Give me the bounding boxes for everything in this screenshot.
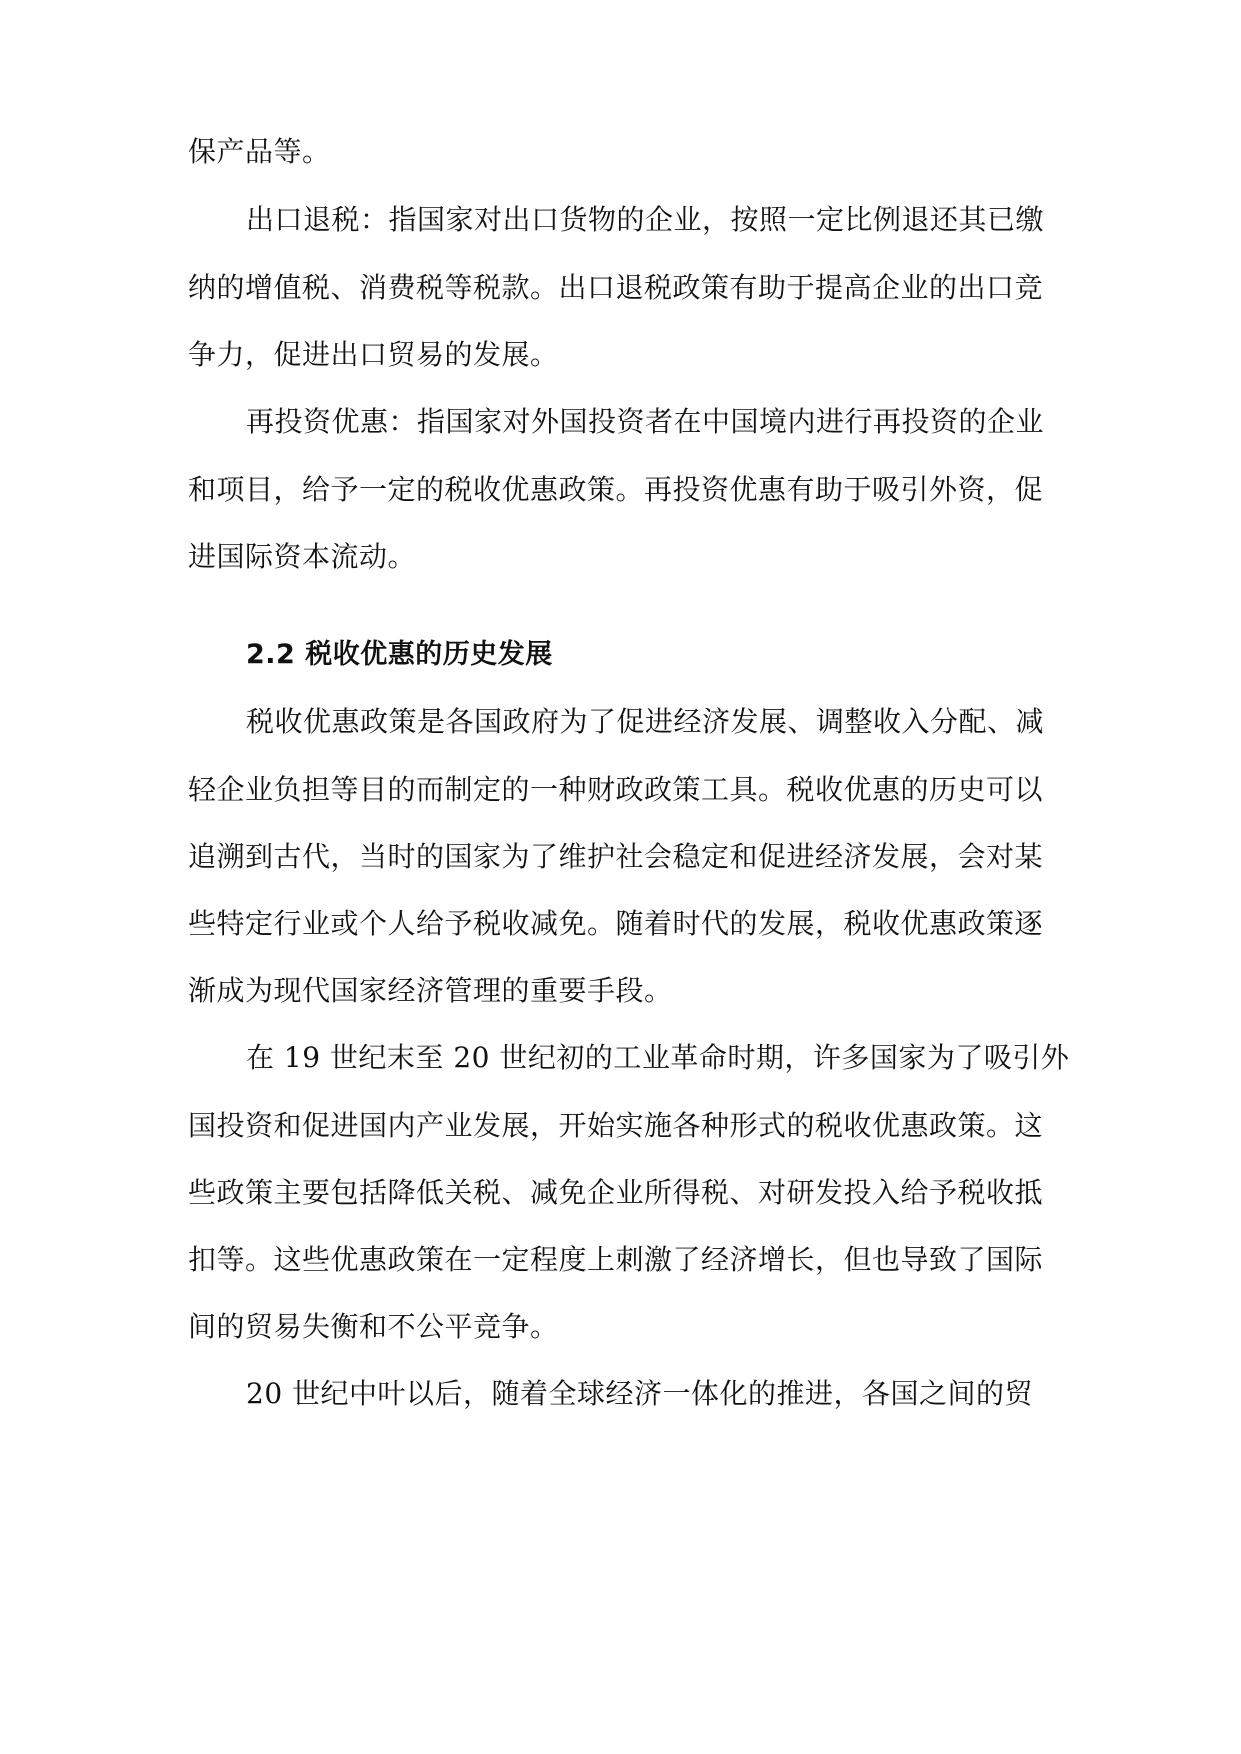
text-line: 和项目，给予一定的税收优惠政策。再投资优惠有助于吸引外资，促 (188, 473, 1044, 506)
text-line: 进国际资本流动。 (188, 540, 417, 573)
paragraph-line: 在 19 世纪末至 20 世纪初的工业革命时期，许多国家为了吸引外 (246, 1041, 1070, 1074)
text-line: 争力，促进出口贸易的发展。 (188, 338, 559, 371)
text-line: 轻企业负担等目的而制定的一种财政政策工具。税收优惠的历史可以 (188, 773, 1044, 806)
paragraph-line: 20 世纪中叶以后，随着全球经济一体化的推进，各国之间的贸 (246, 1377, 1034, 1410)
paragraph-line: 税收优惠政策是各国政府为了促进经济发展、调整收入分配、减 (246, 705, 1045, 738)
text-line: 国投资和促进国内产业发展，开始实施各种形式的税收优惠政策。这 (188, 1109, 1044, 1142)
text-line: 追溯到古代，当时的国家为了维护社会稳定和促进经济发展，会对某 (188, 840, 1044, 873)
text-line: 保产品等。 (188, 135, 331, 168)
text-line: 纳的增值税、消费税等税款。出口退税政策有助于提高企业的出口竞 (188, 271, 1044, 304)
text-line: 些政策主要包括降低关税、减免企业所得税、对研发投入给予税收抵 (188, 1176, 1044, 1209)
text-line: 渐成为现代国家经济管理的重要手段。 (188, 974, 673, 1007)
text-line: 扣等。这些优惠政策在一定程度上刺激了经济增长，但也导致了国际 (188, 1243, 1044, 1276)
text-line: 些特定行业或个人给予税收减免。随着时代的发展，税收优惠政策逐 (188, 907, 1044, 940)
paragraph-line: 出口退税：指国家对出口货物的企业，按照一定比例退还其已缴 (246, 203, 1045, 236)
text-line: 间的贸易失衡和不公平竞争。 (188, 1310, 559, 1343)
paragraph-line: 再投资优惠：指国家对外国投资者在中国境内进行再投资的企业 (246, 405, 1045, 438)
section-heading: 2.2 税收优惠的历史发展 (246, 639, 553, 670)
